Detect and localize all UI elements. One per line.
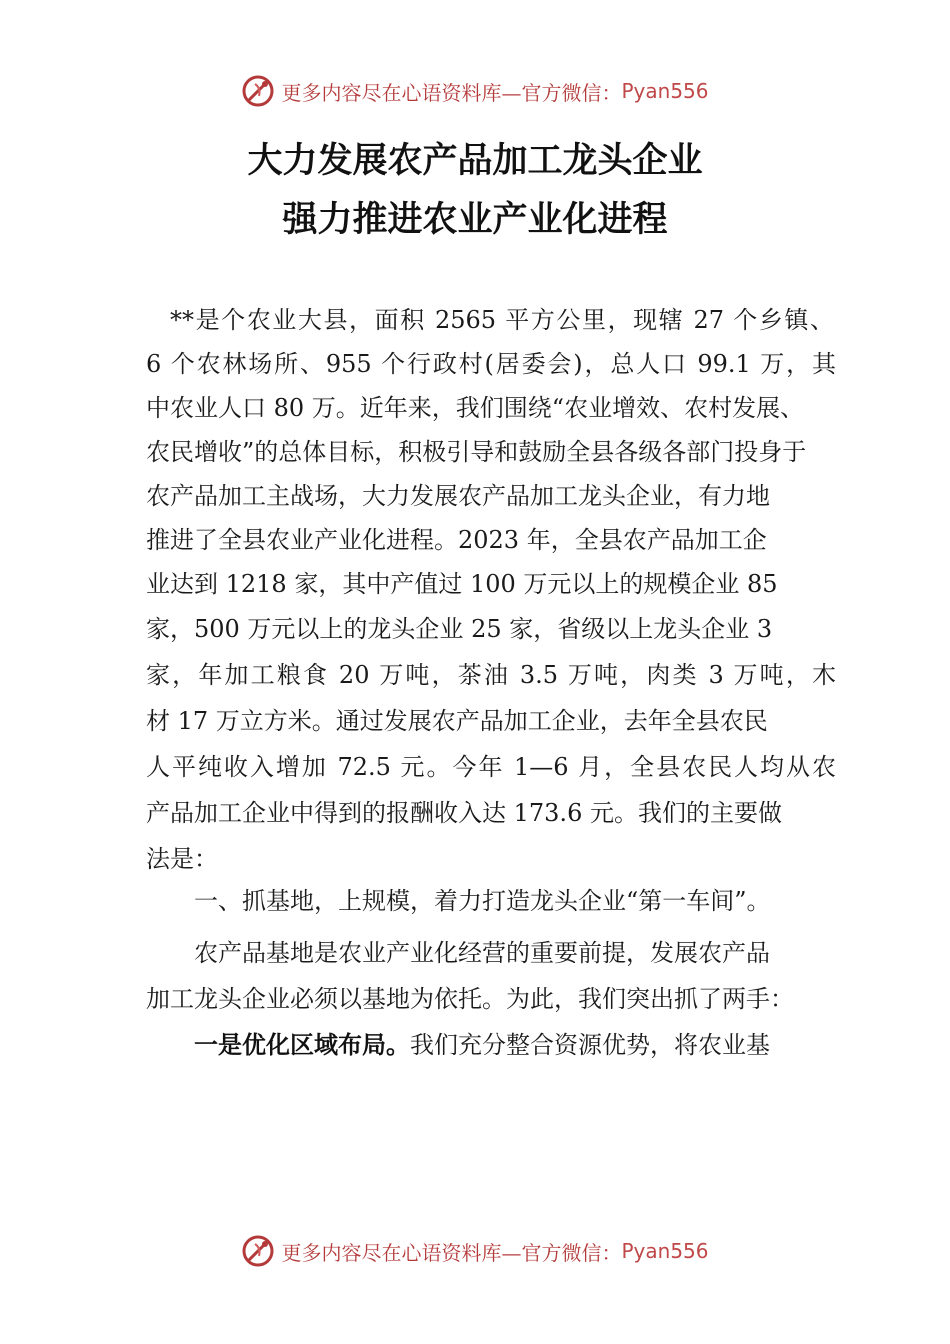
footer-banner <box>0 1234 950 1268</box>
body-line-5: 农产品加工主战场，大力发展农产品加工龙头企业，有力地 <box>146 482 770 510</box>
body-line-16: 加工龙头企业必须以基地为依托。为此，我们突出抓了两手： <box>146 985 794 1013</box>
body-line-3: 中农业人口 80 万。近年来，我们围绕“农业增效、农村发展、 <box>146 394 805 422</box>
banner-text: 更多内容尽在心语资料库—官方微信： <box>281 1240 622 1265</box>
header-banner <box>0 74 950 108</box>
banner-wechat-id: Pyan556 <box>621 1239 709 1263</box>
body-line-17 <box>194 1030 834 1060</box>
body-line-8: 家，500 万元以上的龙头企业 25 家，省级以上龙头企业 3 <box>146 615 773 643</box>
body-line-12: 产品加工企业中得到的报酬收入达 173.6 元。我们的主要做 <box>146 799 782 827</box>
body-line-6: 推进了全县农业产业化进程。2023 年，全县农产品加工企 <box>146 526 767 554</box>
body-line-13: 法是： <box>146 845 218 873</box>
document-title-line-1: 大力发展农产品加工龙头企业 <box>247 141 703 181</box>
section-heading-1: 一、抓基地，上规模，着力打造龙头企业“第一车间”。 <box>194 887 771 915</box>
body-line-4: 农民增收”的总体目标，积极引导和鼓励全县各级各部门投身于 <box>146 438 807 466</box>
banner-wechat-id: Pyan556 <box>621 79 709 103</box>
body-line-7: 业达到 1218 家，其中产值过 100 万元以上的规模企业 85 <box>146 570 778 598</box>
bold-lead-text: 一是优化区域布局。 <box>194 1031 410 1059</box>
body-line-2: 6 个农林场所、955 个行政村(居委会)，总人口 99.1 万，其 <box>146 350 836 378</box>
body-line-9: 家，年加工粮食 20 万吨，茶油 3.5 万吨，肉类 3 万吨，木 <box>146 661 836 689</box>
banner-text: 更多内容尽在心语资料库—官方微信： <box>281 80 622 105</box>
body-line-11: 人平纯收入增加 72.5 元。今年 1—6 月，全县农民人均从农 <box>146 753 836 781</box>
brand-logo-icon <box>241 1234 275 1268</box>
document-title-line-2: 强力推进农业产业化进程 <box>282 200 668 240</box>
body-line-15: 农产品基地是农业产业化经营的重要前提，发展农产品 <box>194 939 770 967</box>
body-line-17-rest: 我们充分整合资源优势，将农业基 <box>410 1031 770 1059</box>
body-line-1: **是个农业大县，面积 2565 平方公里，现辖 27 个乡镇、 <box>170 306 834 334</box>
brand-logo-icon <box>241 74 275 108</box>
body-line-10: 材 17 万立方米。通过发展农产品加工企业，去年全县农民 <box>146 707 768 735</box>
